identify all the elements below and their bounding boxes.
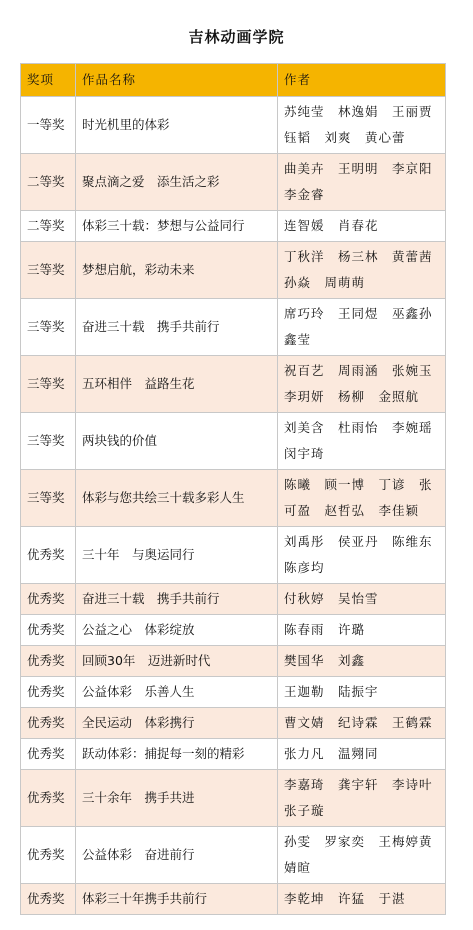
authors-cell: 孙雯 罗家奕 王梅婷黄婧暄 bbox=[278, 827, 446, 884]
award-cell: 优秀奖 bbox=[21, 615, 76, 646]
authors-cell: 付秋婷 吴怡雪 bbox=[278, 584, 446, 615]
award-cell: 优秀奖 bbox=[21, 884, 76, 915]
table-row bbox=[21, 356, 446, 413]
header-authors: 作者 bbox=[278, 64, 446, 97]
table-row bbox=[21, 708, 446, 739]
work-cell: 体彩与您共绘三十载多彩人生 bbox=[76, 470, 278, 527]
authors-cell: 李嘉琦 龚宇轩 李诗叶张子璇 bbox=[278, 770, 446, 827]
table-row bbox=[21, 413, 446, 470]
work-cell: 体彩三十载：梦想与公益同行 bbox=[76, 211, 278, 242]
award-cell: 二等奖 bbox=[21, 211, 76, 242]
work-cell: 体彩三十年携手共前行 bbox=[76, 884, 278, 915]
table-row bbox=[21, 97, 446, 154]
work-cell: 奋进三十载 携手共前行 bbox=[76, 299, 278, 356]
authors-cell: 张力凡 温翙同 bbox=[278, 739, 446, 770]
work-cell: 奋进三十载 携手共前行 bbox=[76, 584, 278, 615]
authors-cell: 陈春雨 许璐 bbox=[278, 615, 446, 646]
award-cell: 三等奖 bbox=[21, 242, 76, 299]
work-cell: 五环相伴 益路生花 bbox=[76, 356, 278, 413]
authors-cell: 苏纯莹 林逸娟 王丽贾钰韬 刘爽 黄心蕾 bbox=[278, 97, 446, 154]
award-cell: 三等奖 bbox=[21, 299, 76, 356]
authors-cell: 席巧玲 王同煜 巫鑫孙鑫莹 bbox=[278, 299, 446, 356]
award-cell: 二等奖 bbox=[21, 154, 76, 211]
work-cell: 公益体彩 乐善人生 bbox=[76, 677, 278, 708]
work-cell: 时光机里的体彩 bbox=[76, 97, 278, 154]
authors-cell: 曲美卉 王明明 李京阳李金睿 bbox=[278, 154, 446, 211]
awards-table bbox=[20, 63, 446, 915]
table-row bbox=[21, 739, 446, 770]
table-row bbox=[21, 646, 446, 677]
authors-cell: 樊国华 刘鑫 bbox=[278, 646, 446, 677]
work-cell: 跃动体彩：捕捉每一刻的精彩 bbox=[76, 739, 278, 770]
table-row bbox=[21, 884, 446, 915]
authors-cell: 刘禹彤 侯亚丹 陈维东陈彦均 bbox=[278, 527, 446, 584]
award-cell: 优秀奖 bbox=[21, 527, 76, 584]
work-cell: 两块钱的价值 bbox=[76, 413, 278, 470]
award-cell: 一等奖 bbox=[21, 97, 76, 154]
table-row bbox=[21, 154, 446, 211]
award-cell: 优秀奖 bbox=[21, 646, 76, 677]
work-cell: 全民运动 体彩携行 bbox=[76, 708, 278, 739]
header-work: 作品名称 bbox=[76, 64, 278, 97]
award-cell: 优秀奖 bbox=[21, 770, 76, 827]
authors-cell: 陈曦 顾一博 丁谚 张可盈 赵哲弘 李佳颖 bbox=[278, 470, 446, 527]
table-row bbox=[21, 470, 446, 527]
authors-cell: 李乾坤 许猛 于湛 bbox=[278, 884, 446, 915]
table-row bbox=[21, 211, 446, 242]
authors-cell: 刘美含 杜雨怡 李婉瑶闵宇琦 bbox=[278, 413, 446, 470]
header-award: 奖项 bbox=[21, 64, 76, 97]
award-cell: 优秀奖 bbox=[21, 708, 76, 739]
authors-cell: 祝百艺 周雨涵 张婉玉李玥妍 杨柳 金照航 bbox=[278, 356, 446, 413]
table-row bbox=[21, 615, 446, 646]
table-body bbox=[21, 97, 446, 915]
award-cell: 优秀奖 bbox=[21, 827, 76, 884]
work-cell: 三十余年 携手共进 bbox=[76, 770, 278, 827]
table-row bbox=[21, 677, 446, 708]
table-row bbox=[21, 527, 446, 584]
authors-cell: 曹文婧 纪诗霖 王鹤霖 bbox=[278, 708, 446, 739]
table-row bbox=[21, 299, 446, 356]
award-cell: 三等奖 bbox=[21, 470, 76, 527]
table-row bbox=[21, 827, 446, 884]
award-cell: 优秀奖 bbox=[21, 739, 76, 770]
award-cell: 三等奖 bbox=[21, 413, 76, 470]
work-cell: 聚点滴之爱 添生活之彩 bbox=[76, 154, 278, 211]
authors-cell: 丁秋洋 杨三林 黄蕾茜孙焱 周萌萌 bbox=[278, 242, 446, 299]
page-title: 吉林动画学院 bbox=[188, 28, 285, 46]
table-row bbox=[21, 584, 446, 615]
authors-cell: 王迦勒 陆振宇 bbox=[278, 677, 446, 708]
award-cell: 优秀奖 bbox=[21, 584, 76, 615]
table-header-row bbox=[21, 64, 446, 97]
work-cell: 公益之心 体彩绽放 bbox=[76, 615, 278, 646]
work-cell: 公益体彩 奋进前行 bbox=[76, 827, 278, 884]
work-cell: 梦想启航，彩动未来 bbox=[76, 242, 278, 299]
work-cell: 回顾30年 迈进新时代 bbox=[76, 646, 278, 677]
table-row bbox=[21, 770, 446, 827]
table-row bbox=[21, 242, 446, 299]
award-cell: 优秀奖 bbox=[21, 677, 76, 708]
work-cell: 三十年 与奥运同行 bbox=[76, 527, 278, 584]
authors-cell: 连智媛 肖春花 bbox=[278, 211, 446, 242]
award-cell: 三等奖 bbox=[21, 356, 76, 413]
